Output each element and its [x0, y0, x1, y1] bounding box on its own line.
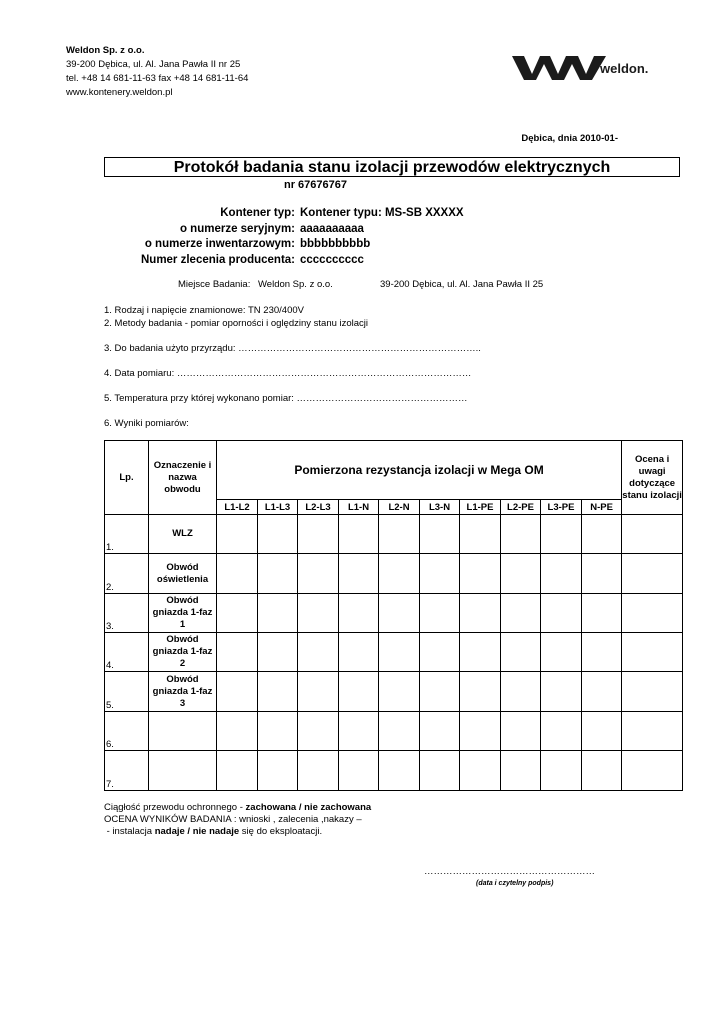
- continuity-line: [104, 802, 371, 814]
- row-number: 5.: [105, 672, 149, 712]
- item-3: 3. Do badania użyto przyrządu: …………………………………………………………………..: [104, 343, 481, 354]
- field-value-order: cccccccccc: [300, 253, 364, 266]
- row-number: 2.: [105, 554, 149, 594]
- measurement-cell[interactable]: [460, 672, 501, 712]
- circuit-name: Obwód gniazda 1-faz 2: [149, 633, 217, 672]
- measurement-cell[interactable]: [420, 751, 460, 791]
- circuit-name-header: Oznaczenie i nazwa obwodu: [149, 441, 217, 515]
- measurement-cell[interactable]: [582, 594, 622, 633]
- measurement-cell[interactable]: [339, 594, 379, 633]
- col-header: L1-L3: [258, 500, 298, 515]
- table-row: [105, 633, 683, 672]
- measurement-cell[interactable]: [460, 594, 501, 633]
- measurement-cell[interactable]: [460, 712, 501, 751]
- rating-cell[interactable]: [622, 554, 683, 594]
- measurement-cell[interactable]: [258, 594, 298, 633]
- measurement-cell[interactable]: [501, 712, 541, 751]
- item-2: 2. Metody badania - pomiar oporności i oględziny stanu izolacji: [104, 318, 369, 329]
- rating-cell[interactable]: [622, 672, 683, 712]
- table-row: [105, 554, 683, 594]
- company-website: www.kontenery.weldon.pl: [66, 87, 173, 98]
- measurement-cell[interactable]: [217, 751, 258, 791]
- item-1: 1. Rodzaj i napięcie znamionowe: TN 230/400V: [104, 305, 304, 316]
- measurement-cell[interactable]: [420, 712, 460, 751]
- measurement-table: [104, 440, 683, 791]
- row-number: 7.: [105, 751, 149, 791]
- circuit-name: [149, 712, 217, 751]
- measurement-cell[interactable]: [460, 515, 501, 554]
- measurement-cell[interactable]: [217, 594, 258, 633]
- measurement-cell[interactable]: [298, 594, 339, 633]
- measurement-cell[interactable]: [339, 633, 379, 672]
- install-value: nadaje / nie nadaje: [154, 826, 240, 837]
- measurement-cell[interactable]: [258, 515, 298, 554]
- table-header-row: [105, 441, 683, 500]
- rating-cell[interactable]: [622, 633, 683, 672]
- circuit-name: Obwód oświetlenia: [149, 554, 217, 594]
- measurement-cell[interactable]: [541, 712, 582, 751]
- circuit-name: WLZ: [149, 515, 217, 554]
- date-line: Dębica, dnia 2010-01-: [521, 133, 618, 144]
- measurement-cell[interactable]: [298, 751, 339, 791]
- footer-notes: [104, 802, 371, 838]
- measurement-cell[interactable]: [379, 751, 420, 791]
- measurement-cell[interactable]: [582, 633, 622, 672]
- item-5: 5. Temperatura przy której wykonano pomiar: ………………………………………………: [104, 393, 468, 404]
- measurement-cell[interactable]: [582, 672, 622, 712]
- field-label-inventory: o numerze inwentarzowym:: [144, 238, 295, 250]
- container-fields: [0, 206, 724, 270]
- document-title: Protokół badania stanu izolacji przewodów elektrycznych: [104, 157, 680, 177]
- col-header: L3-N: [420, 500, 460, 515]
- measurement-cell[interactable]: [460, 554, 501, 594]
- measurement-cell[interactable]: [217, 712, 258, 751]
- measurement-cell[interactable]: [379, 594, 420, 633]
- measurement-cell[interactable]: [258, 712, 298, 751]
- measurement-cell[interactable]: [217, 633, 258, 672]
- measurement-cell[interactable]: [582, 554, 622, 594]
- measurement-cell[interactable]: [258, 633, 298, 672]
- measurement-cell[interactable]: [420, 554, 460, 594]
- rating-cell[interactable]: [622, 594, 683, 633]
- install-suffix: się do eksploatacji.: [239, 826, 323, 837]
- measurement-cell[interactable]: [339, 672, 379, 712]
- measurement-cell[interactable]: [298, 633, 339, 672]
- circuit-name: [149, 751, 217, 791]
- measurement-cell[interactable]: [379, 515, 420, 554]
- protocol-number: nr 67676767: [284, 179, 347, 191]
- measurement-header: Pomierzona rezystancja izolacji w Mega OM: [217, 441, 622, 500]
- circuit-name: Obwód gniazda 1-faz 1: [149, 594, 217, 633]
- item-4: 4. Data pomiaru: …………………………………………………………………………………: [104, 368, 472, 379]
- measurement-cell[interactable]: [379, 554, 420, 594]
- measurement-cell[interactable]: [460, 751, 501, 791]
- measurement-cell[interactable]: [582, 751, 622, 791]
- measurement-cell[interactable]: [339, 751, 379, 791]
- company-name: Weldon Sp. z o.o.: [66, 45, 145, 56]
- signature-line: ………………………………………………: [424, 866, 595, 877]
- col-header: L2-PE: [501, 500, 541, 515]
- measurement-cell[interactable]: [541, 633, 582, 672]
- continuity-label: Ciągłość przewodu ochronnego -: [104, 802, 246, 813]
- measurement-cell[interactable]: [501, 515, 541, 554]
- company-header: [66, 44, 248, 100]
- measurement-cell[interactable]: [258, 554, 298, 594]
- table-row: [105, 594, 683, 633]
- measurement-cell[interactable]: [541, 594, 582, 633]
- measurement-cell[interactable]: [298, 515, 339, 554]
- measurement-cell[interactable]: [582, 515, 622, 554]
- row-number: 3.: [105, 594, 149, 633]
- col-header: L2-L3: [298, 500, 339, 515]
- measurement-cell[interactable]: [501, 554, 541, 594]
- field-label-order: Numer zlecenia producenta:: [140, 253, 295, 266]
- place-label: Miejsce Badania:: [178, 279, 251, 290]
- rating-header: Ocena i uwagi dotyczące stanu izolacji: [622, 441, 683, 515]
- measurement-cell[interactable]: [217, 554, 258, 594]
- col-header: L3-PE: [541, 500, 582, 515]
- table-body: [105, 515, 683, 791]
- company-address: 39-200 Dębica, ul. Al. Jana Pawła II nr 25: [66, 59, 241, 70]
- install-prefix: - instalacja: [104, 826, 155, 837]
- weldon-logo: [508, 48, 658, 88]
- measurement-cell[interactable]: [541, 751, 582, 791]
- measurement-cell[interactable]: [217, 672, 258, 712]
- table-row: [105, 751, 683, 791]
- measurement-cell[interactable]: [420, 594, 460, 633]
- place-address: 39-200 Dębica, ul. Al. Jana Pawła II 25: [380, 279, 544, 290]
- measurement-cell[interactable]: [339, 515, 379, 554]
- field-value-type: Kontener typu: MS-SB XXXXX: [300, 207, 464, 219]
- measurement-cell[interactable]: [298, 554, 339, 594]
- col-header: L1-L2: [217, 500, 258, 515]
- measurement-cell[interactable]: [501, 672, 541, 712]
- row-number: 4.: [105, 633, 149, 672]
- field-value-serial: aaaaaaaaaa: [300, 222, 364, 235]
- rating-cell[interactable]: [622, 712, 683, 751]
- measurement-cell[interactable]: [582, 712, 622, 751]
- rating-cell[interactable]: [622, 751, 683, 791]
- continuity-value: zachowana / nie zachowana: [245, 802, 372, 813]
- assessment-line: OCENA WYNIKÓW BADANIA : wnioski , zalecenia ,nakazy –: [104, 814, 362, 825]
- measurement-cell[interactable]: [258, 672, 298, 712]
- field-label-serial: o numerze seryjnym:: [179, 222, 295, 235]
- measurement-cell[interactable]: [339, 712, 379, 751]
- weldon-logo-mark: [508, 48, 658, 88]
- measurement-cell[interactable]: [541, 672, 582, 712]
- col-header: L2-N: [379, 500, 420, 515]
- circuit-name: Obwód gniazda 1-faz 3: [149, 672, 217, 712]
- signature-caption: (data i czytelny podpis): [476, 880, 554, 887]
- table-row: [105, 712, 683, 751]
- table-row: [105, 515, 683, 554]
- field-value-inventory: bbbbbbbbbb: [300, 238, 371, 250]
- measurement-cell[interactable]: [501, 633, 541, 672]
- row-number: 1.: [105, 515, 149, 554]
- measurement-cell[interactable]: [258, 751, 298, 791]
- lp-header: Lp.: [105, 441, 149, 515]
- measurement-cell[interactable]: [460, 633, 501, 672]
- measurement-cell[interactable]: [501, 594, 541, 633]
- measurement-cell[interactable]: [379, 633, 420, 672]
- measurement-cell[interactable]: [420, 515, 460, 554]
- place-name: Weldon Sp. z o.o.: [258, 279, 333, 290]
- measurement-cell[interactable]: [298, 712, 339, 751]
- row-number: 6.: [105, 712, 149, 751]
- measurement-cell[interactable]: [339, 554, 379, 594]
- measurement-cell[interactable]: [217, 515, 258, 554]
- measurement-cell[interactable]: [501, 751, 541, 791]
- field-label-type: Kontener typ:: [220, 207, 295, 219]
- measurement-cell[interactable]: [420, 672, 460, 712]
- col-header: N-PE: [582, 500, 622, 515]
- col-header: L1-N: [339, 500, 379, 515]
- measurement-cell[interactable]: [420, 633, 460, 672]
- measurement-cell[interactable]: [379, 712, 420, 751]
- company-phone: tel. +48 14 681-11-63 fax +48 14 681-11-64: [66, 73, 249, 84]
- rating-cell[interactable]: [622, 515, 683, 554]
- installation-line: [104, 826, 371, 838]
- measurement-cell[interactable]: [379, 672, 420, 712]
- logo-text: weldon.: [600, 61, 649, 76]
- measurement-cell[interactable]: [298, 672, 339, 712]
- col-header: L1-PE: [460, 500, 501, 515]
- table-row: [105, 672, 683, 712]
- measurement-cell[interactable]: [541, 554, 582, 594]
- item-6: 6. Wyniki pomiarów:: [104, 418, 189, 429]
- measurement-cell[interactable]: [541, 515, 582, 554]
